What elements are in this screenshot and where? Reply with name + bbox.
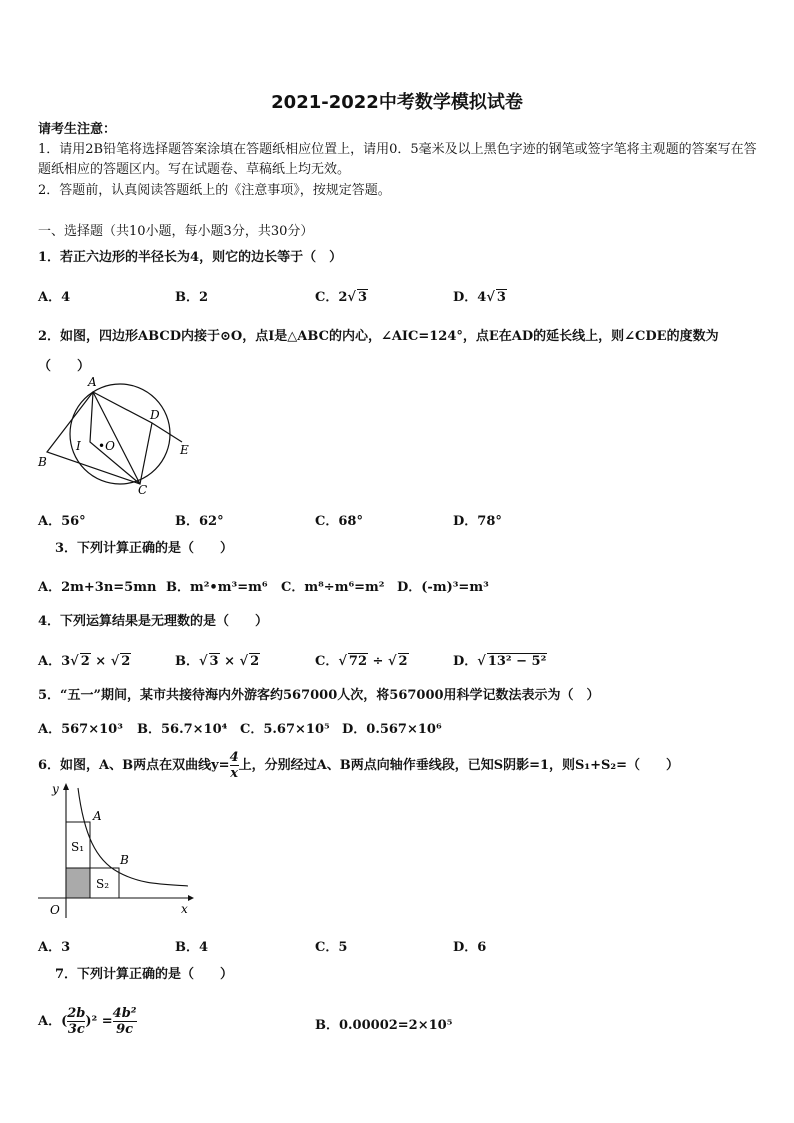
q7-stem: 7．下列计算正确的是（ ） xyxy=(55,967,234,982)
q7-a-numerator-1: 2b xyxy=(67,1006,86,1021)
q6-fraction xyxy=(230,750,239,781)
q4-c-radicand-1: 72 xyxy=(348,654,367,669)
q2-option-b: B．62° xyxy=(175,514,224,529)
q6-option-b: B．4 xyxy=(175,940,209,955)
q4-b-prefix: B． xyxy=(175,654,199,669)
q6-option-a: A．3 xyxy=(38,940,71,955)
q7-a-prefix: A．( xyxy=(38,1014,68,1029)
q1-option-a: A．4 xyxy=(38,290,71,305)
label-b: B xyxy=(38,455,47,469)
q4-option-b: B．√ 3 × √ 2 xyxy=(175,654,260,669)
label-a: A xyxy=(93,809,102,823)
q4-c-radicand-2: 2 xyxy=(398,654,408,669)
notice-item-2: 2．答题前，认真阅读答题纸上的《注意事项》，按规定答题。 xyxy=(38,183,391,198)
q6-option-d: D．6 xyxy=(453,940,487,955)
circle-o xyxy=(70,384,170,484)
q7-option-a xyxy=(38,1004,137,1040)
y-axis-arrow xyxy=(63,783,69,790)
label-c: C xyxy=(138,483,148,497)
q4-option-c: C．√ 72 ÷ √ 2 xyxy=(315,654,408,669)
q1-d-prefix: D．4 xyxy=(453,290,487,305)
q3-option-d: D．(-m)³=m³ xyxy=(397,580,489,595)
q4-stem: 4．下列运算结果是无理数的是（ ） xyxy=(38,614,269,629)
q6-stem-prefix: 6．如图，A、B两点在双曲线y= xyxy=(38,758,230,773)
q7-a-denominator-1: 3c xyxy=(67,1022,85,1037)
q3-stem: 3．下列计算正确的是（ ） xyxy=(55,541,234,556)
label-o: O xyxy=(50,903,60,917)
notice-item-1: 1．请用2B铅笔将选择题答案涂填在答题纸相应位置上，请用0．5毫米及以上黑色字迹的钢笔或签字笔将主观题的答案写在答题纸相应的答题区内。写在试题卷、草稿纸上均无效。 xyxy=(38,142,757,177)
q4-option-a: A．3√ 2 × √ 2 xyxy=(38,654,131,669)
x-axis-arrow xyxy=(188,895,194,901)
q7-a-denominator-2: 9c xyxy=(116,1022,134,1037)
q3-option-a: A．2m+3n=5mn xyxy=(38,580,157,595)
q7-a-fraction-1 xyxy=(67,1006,85,1037)
q7-option-b: B．0.00002=2×10⁵ xyxy=(315,1018,453,1033)
q4-a-radicand-1: 2 xyxy=(80,654,90,669)
q3-option-c: C．m⁸÷m⁶=m² xyxy=(281,580,385,595)
q5-option-c: C．5.67×10⁵ xyxy=(240,722,330,737)
q6-option-c: C．5 xyxy=(315,940,348,955)
shaded-rect xyxy=(66,868,90,898)
q1-c-prefix: C．2 xyxy=(315,290,348,305)
hyperbola-curve xyxy=(78,788,188,886)
label-e: E xyxy=(180,443,189,457)
q1-d-radicand: 3 xyxy=(496,290,506,305)
label-s1: S₁ xyxy=(71,840,85,854)
q1-c-radicand: 3 xyxy=(357,290,367,305)
label-i: I xyxy=(76,439,81,453)
q6-figure xyxy=(38,780,208,920)
q4-c-prefix: C． xyxy=(315,654,339,669)
q1-stem: 1．若正六边形的半径长为4，则它的边长等于（ ） xyxy=(38,250,343,265)
q4-option-d: D．√ 13² − 5² xyxy=(453,654,547,669)
q2-figure xyxy=(30,372,210,502)
q1-option-d: D．4√ 3 xyxy=(453,290,506,305)
q5-stem: 5．“五一”期间，某市共接待海内外游客约567000人次，将567000用科学记数法表示为（ ） xyxy=(38,688,600,703)
q6-stem-suffix: 上，分别经过A、B两点向轴作垂线段，已知S阴影=1，则S₁+S₂=（ ） xyxy=(238,758,679,773)
label-x: x xyxy=(181,902,188,916)
label-s2: S₂ xyxy=(96,877,110,891)
q5-option-b: B．56.7×10⁴ xyxy=(137,722,228,737)
notice-heading: 请考生注意： xyxy=(38,122,117,137)
q1-option-b: B．2 xyxy=(175,290,209,305)
q2-stem: 2．如图，四边形ABCD内接于⊙O，点I是△ABC的内心，∠AIC=124°，点E在AD的延长线上，则∠CDE的度数为（ ） xyxy=(38,329,719,374)
q4-d-radicand: 13² − 5² xyxy=(487,654,547,669)
q4-d-prefix: D． xyxy=(453,654,478,669)
page-title: 2021-2022中考数学模拟试卷 xyxy=(271,92,523,113)
section-heading: 一、选择题（共10小题，每小题3分，共30分） xyxy=(38,224,314,239)
q7-a-fraction-2 xyxy=(113,1006,137,1037)
q4-b-operator: × xyxy=(219,654,240,669)
q7-a-middle: )² = xyxy=(85,1014,113,1029)
q5-option-a: A．567×10³ xyxy=(38,722,123,737)
q4-a-radicand-2: 2 xyxy=(121,654,131,669)
label-b: B xyxy=(120,853,129,867)
q6-fraction-numerator: 4 xyxy=(229,750,239,765)
q4-c-operator: ÷ xyxy=(368,654,388,669)
label-y: y xyxy=(52,782,59,796)
q6-stem xyxy=(38,750,679,781)
label-d: D xyxy=(150,408,160,422)
label-a: A xyxy=(88,375,97,389)
q4-b-radicand-2: 2 xyxy=(250,654,260,669)
q4-a-prefix: A．3 xyxy=(38,654,71,669)
q2-option-d: D．78° xyxy=(453,514,502,529)
q5-option-d: D．0.567×10⁶ xyxy=(342,722,442,737)
q2-option-a: A．56° xyxy=(38,514,86,529)
q1-option-c: C．2√ 3 xyxy=(315,290,367,305)
q3-option-b: B．m²•m³=m⁶ xyxy=(166,580,268,595)
q7-a-numerator-2: 4b² xyxy=(112,1006,137,1021)
label-o: •O xyxy=(98,439,115,453)
extension-de xyxy=(152,423,182,442)
q2-option-c: C．68° xyxy=(315,514,363,529)
q4-b-radicand-1: 3 xyxy=(209,654,219,669)
q6-fraction-denominator: x xyxy=(230,766,238,781)
q4-a-operator: × xyxy=(90,654,111,669)
